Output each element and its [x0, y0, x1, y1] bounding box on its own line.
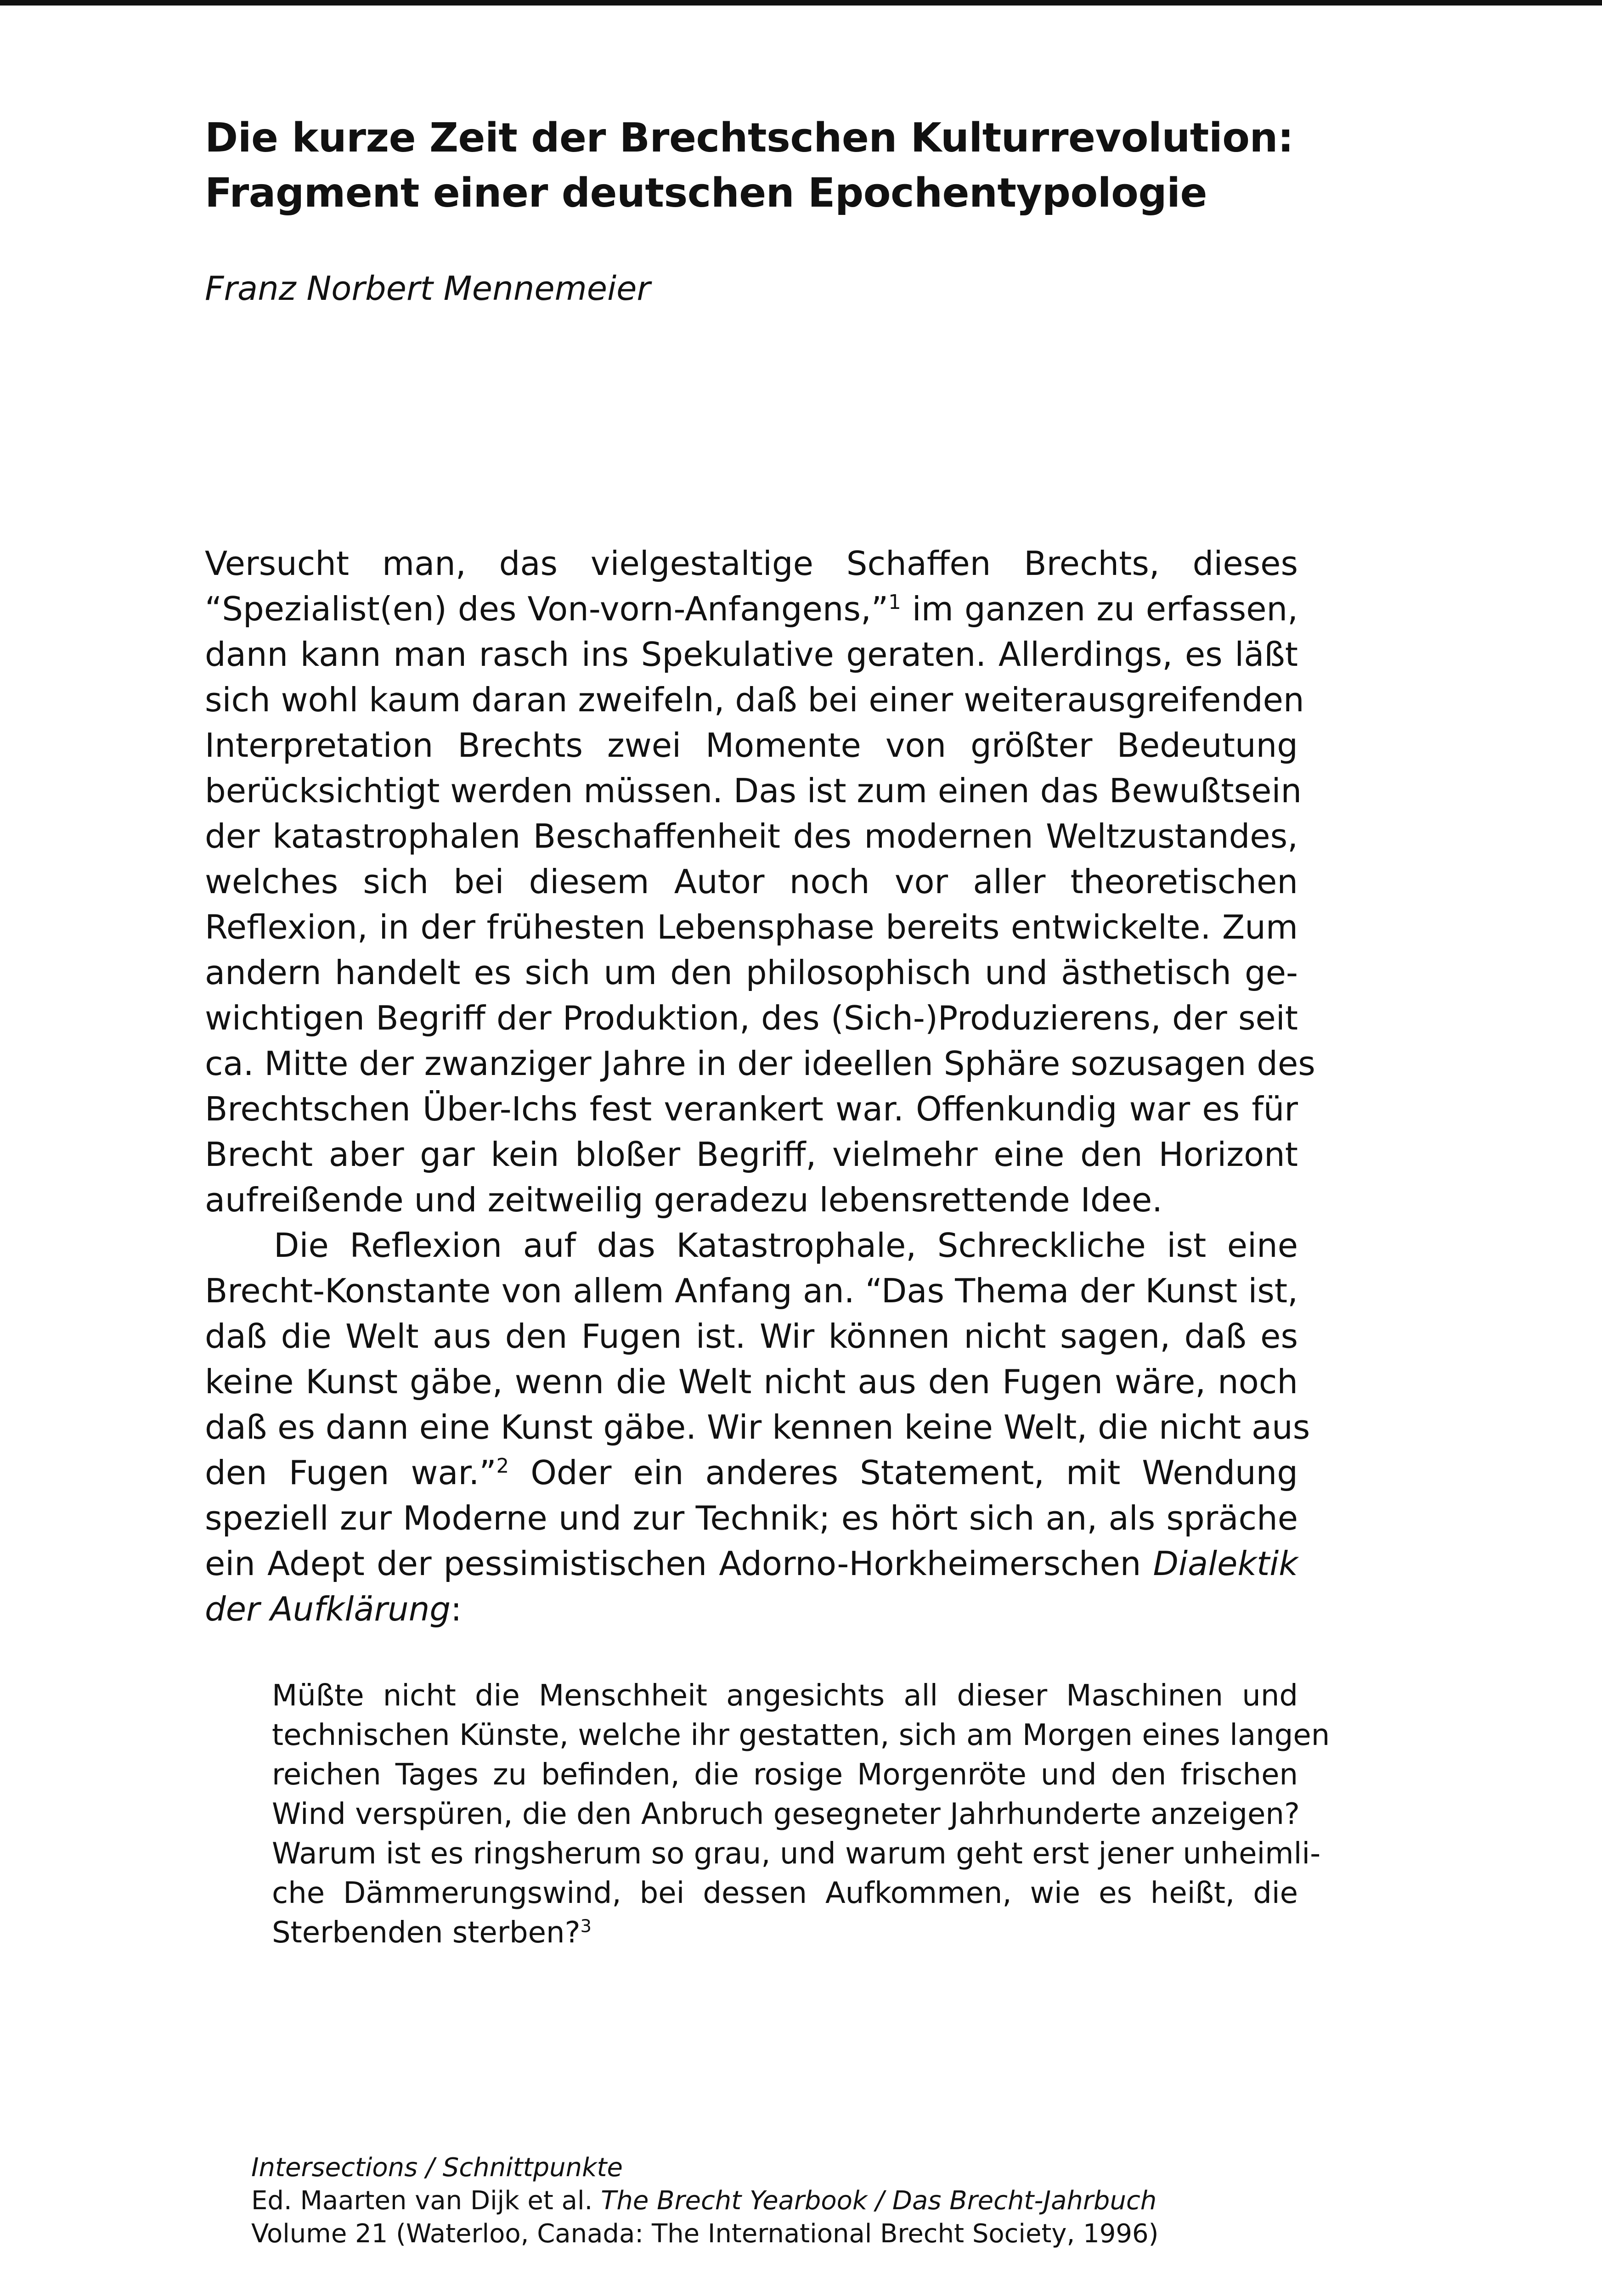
text-line: daß es dann eine Kunst gäbe. Wir kennen keine Welt, die nicht aus: [205, 1408, 1310, 1446]
text-line: Brecht aber gar kein bloßer Begriff, vielmehr eine den Horizont: [205, 1135, 1298, 1174]
text-line: der katastrophalen Beschaffenheit des modernen Weltzustandes,: [205, 817, 1298, 855]
footnote-ref-2[interactable]: 2: [496, 1455, 509, 1478]
text-segment: “Spezialist(en) des Von-vorn-Anfangens,”: [205, 590, 889, 628]
text-line: [205, 1450, 1298, 1496]
article-body: [205, 541, 1315, 1632]
top-border-rule: [0, 0, 1602, 6]
publication-title: The Brecht Yearbook / Das Brecht-Jahrbuch: [601, 2186, 1157, 2216]
editor-prefix: Ed. Maarten van Dijk et al.: [251, 2186, 601, 2216]
text-segment: ein Adept der pessimistischen Adorno-Horkheimerschen: [205, 1544, 1153, 1583]
article-title-line-1: Die kurze Zeit der Brechtschen Kulturrevolution:: [205, 114, 1294, 161]
quote-line: Warum ist es ringsherum so grau, und warum geht erst jener unheimli-: [272, 1837, 1321, 1871]
text-line: keine Kunst gäbe, wenn die Welt nicht aus den Fugen wäre, noch: [205, 1362, 1298, 1401]
text-line: Reflexion, in der frühesten Lebensphase bereits entwickelte. Zum: [205, 908, 1298, 946]
text-line: andern handelt es sich um den philosophisch und ästhetisch ge-: [205, 953, 1298, 992]
volume-line: Volume 21 (Waterloo, Canada: The International Brecht Society, 1996): [251, 2219, 1159, 2249]
quote-line: che Dämmerungswind, bei dessen Aufkommen, wie es heißt, die: [272, 1876, 1298, 1910]
quote-line: reichen Tages zu befinden, die rosige Morgenröte und den frischen: [272, 1758, 1298, 1792]
text-line: [205, 1587, 1298, 1632]
footnote-ref-1[interactable]: 1: [888, 591, 901, 614]
text-line: speziell zur Moderne und zur Technik; es hört sich an, als spräche: [205, 1499, 1298, 1537]
text-line: wichtigen Begriff der Produktion, des (Sich-)Produzierens, der seit: [205, 999, 1298, 1037]
quote-line: [272, 1913, 1298, 1953]
paragraph-2: [205, 1223, 1310, 1632]
text-line: dann kann man rasch ins Spekulative geraten. Allerdings, es läßt: [205, 635, 1298, 674]
article-title-line-2: Fragment einer deutschen Epochentypologie: [205, 169, 1207, 216]
text-line: [205, 1541, 1298, 1587]
text-line: sich wohl kaum daran zweifeln, daß bei einer weiterausgreifenden: [205, 681, 1304, 719]
text-segment: :: [451, 1590, 462, 1628]
text-segment: den Fugen war.”: [205, 1453, 496, 1492]
text-segment: im ganzen zu erfassen,: [901, 590, 1298, 628]
text-line: aufreißende und zeitweilig geradezu lebensrettende Idee.: [205, 1181, 1163, 1219]
text-line: ca. Mitte der zwanziger Jahre in der ideellen Sphäre sozusagen des: [205, 1044, 1315, 1083]
text-line: Interpretation Brechts zwei Momente von größter Bedeutung: [205, 726, 1298, 765]
series-name: [251, 2151, 1159, 2184]
quote-line: Müßte nicht die Menschheit angesichts all dieser Maschinen und: [272, 1679, 1298, 1713]
quote-line: technischen Künste, welche ihr gestatten, sich am Morgen eines langen: [272, 1718, 1330, 1752]
text-line: berücksichtigt werden müssen. Das ist zum einen das Bewußtsein: [205, 771, 1302, 810]
book-title-italic: der Aufklärung: [205, 1590, 451, 1628]
text-line: Brecht-Konstante von allem Anfang an. “Das Thema der Kunst ist,: [205, 1272, 1298, 1310]
article-author: Franz Norbert Mennemeier: [205, 269, 650, 308]
series-name-italic: Intersections / Schnittpunkte: [251, 2153, 623, 2183]
text-segment: Oder ein anderes Statement, mit Wendung: [509, 1453, 1298, 1492]
book-title-italic: Dialektik: [1153, 1544, 1298, 1583]
text-line: Die Reflexion auf das Katastrophale, Schreckliche ist eine: [274, 1226, 1298, 1265]
text-segment: Sterbenden sterben?: [272, 1916, 581, 1950]
paragraph-1: [205, 541, 1315, 1223]
text-line: Brechtschen Über-Ichs fest verankert war. Offenkundig war es für: [205, 1090, 1298, 1128]
text-line: [205, 586, 1298, 632]
footnote-ref-3[interactable]: 3: [580, 1916, 592, 1937]
text-line: daß die Welt aus den Fugen ist. Wir können nicht sagen, daß es: [205, 1317, 1298, 1356]
publication-footer: [251, 2151, 1159, 2251]
block-quote: [272, 1676, 1330, 1953]
article-title: [205, 110, 1298, 220]
text-line: Versucht man, das vielgestaltige Schaffen Brechts, dieses: [205, 544, 1298, 583]
text-line: welches sich bei diesem Autor noch vor aller theoretischen: [205, 862, 1298, 901]
editor-line: [251, 2184, 1159, 2217]
quote-line: Wind verspüren, die den Anbruch gesegneter Jahrhunderte anzeigen?: [272, 1797, 1300, 1831]
